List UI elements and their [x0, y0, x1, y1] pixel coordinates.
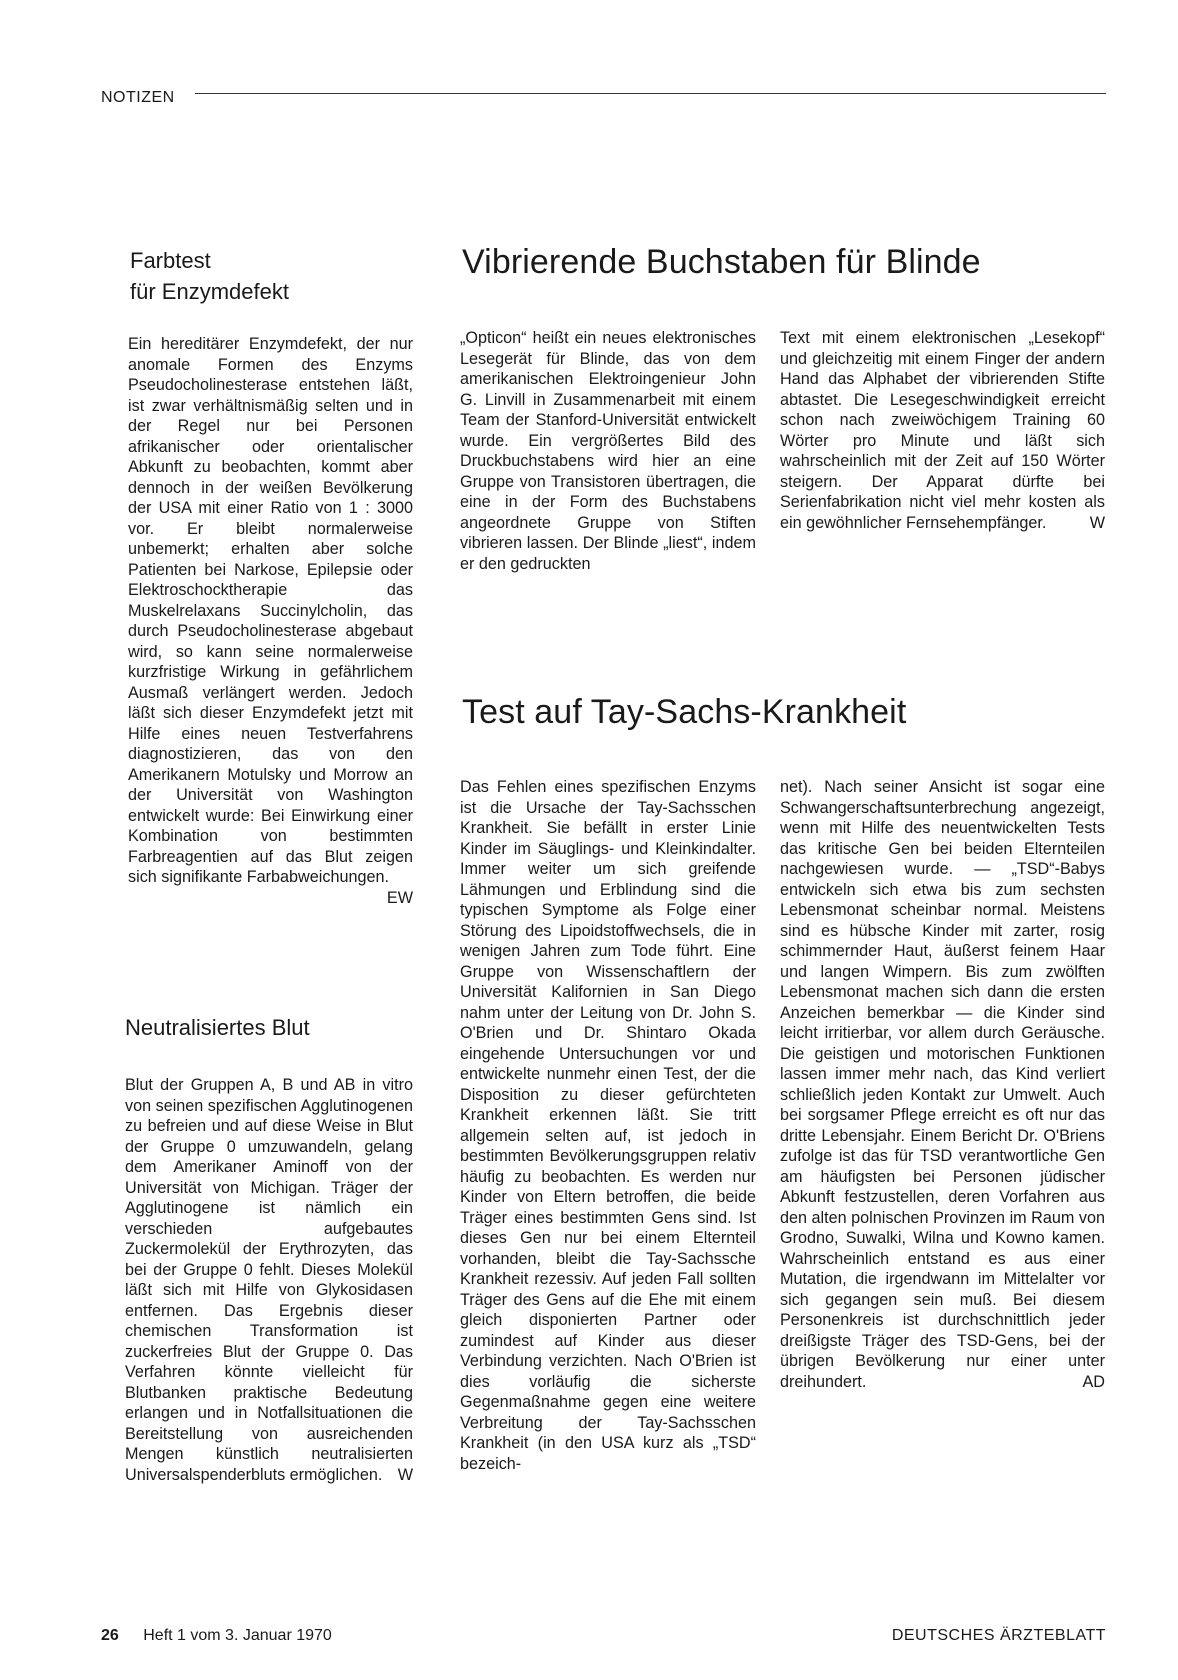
- article-blut-title: Neutralisiertes Blut: [125, 1015, 310, 1040]
- article-taysachs-col2-text: net). Nach seiner Ansicht ist sogar eine Schwangerschaftsunterbrechung angezeigt, wenn mit Hilfe des neuentwickelten Tests das kritische Gen bei beiden Elternteilen nachgewiesen wurde. — „TSD“-Babys entwickeln sich etwa bis zum sechsten Lebensmonat scheinbar normal. Meistens sind es hübsche Kinder mit zarter, rosig schimmernder Haut, äußerst feinem Haar und langen Wimpern. Bis zum zwölften Lebensmonat machen sich dann die ersten Anzeichen bemerkbar — die Kinder sind leicht irritierbar, vor allem durch Geräusche. Die geistigen und motorischen Funktionen lassen immer mehr nach, das Kind verliert schließlich jeden Kontakt zur Umwelt. Auch bei sorgsamer Pflege erreicht es oft nur das dritte Lebensjahr. Einem Bericht Dr. O'Briens zufolge ist das für TSD verantwortliche Gen am häufigsten bei Personen jüdischer Abkunft festzustellen, deren Vorfahren aus den alten polnischen Provinzen im Raum von Grodno, Suwalki, Wilna und Kowno kamen. Wahrscheinlich entstand es aus einer Mutation, die irgendwann im Mittelalter vor sich gegangen sein muß. Bei diesem Personenkreis ist durchschnittlich jeder dreißigste Träger des TSD-Gens, bei der übrigen Bevölkerung nur einer unter dreihundert.: [780, 778, 1105, 1391]
- article-taysachs-signature: AD: [1082, 1372, 1105, 1391]
- header-rule: [195, 93, 1106, 94]
- page-number: 26: [101, 1627, 119, 1644]
- article-farbtest-body: [128, 334, 413, 908]
- article-farbtest-title-line1: Farbtest: [130, 248, 211, 273]
- article-farbtest-signature: EW: [386, 888, 413, 907]
- article-opticon-col2-text: Text mit einem elektronischen „Lesekopf“ und gleichzeitig mit einem Finger der andern Hand das Alphabet der vibrierenden Stifte abtastet. Die Lesegeschwindigkeit erreicht schon nach zweiwöchigem Training 60 Wörter pro Minute und läßt sich wahrscheinlich mit der Zeit auf 150 Wörter steigern. Der Apparat dürfte bei Serienfabrikation nicht viel mehr kosten als ein gewöhnlicher Fernsehempfänger.: [780, 329, 1105, 532]
- issue-info: Heft 1 vom 3. Januar 1970: [143, 1627, 332, 1644]
- section-label: NOTIZEN: [101, 89, 175, 106]
- article-farbtest-text: Ein hereditärer Enzymdefekt, der nur anomale Formen des Enzyms Pseudocholinesterase entstehen läßt, ist zwar verhältnismäßig selten und in der Regel nur bei Personen afrikanischer oder orientalischer Abkunft zu beobachten, kommt aber dennoch in der weißen Bevölkerung der USA mit einer Ratio von 1 : 3000 vor. Er bleibt normalerweise unbemerkt; erhalten aber solche Patienten bei Narkose, Epilepsie oder Elektroschocktherapie das Muskelrelaxans Succinylcholin, das durch Pseudocholinesterase abgebaut wird, so kann seine normalerweise kurzfristige Wirkung in gefährlichem Ausmaß verlängert werden. Jedoch läßt sich dieser Enzymdefekt jetzt mit Hilfe eines neuen Testverfahrens diagnostizieren, das von den Amerikanern Motulsky und Morrow an der Universität von Washington entwickelt wurde: Bei Einwirkung einer Kombination von bestimmten Farbreagentien auf das Blut zeigen sich signifikante Farbabweichungen.: [128, 335, 413, 886]
- article-taysachs-title: Test auf Tay-Sachs-Krankheit: [462, 693, 907, 731]
- article-farbtest-title: [130, 245, 289, 307]
- article-taysachs-col1: Das Fehlen eines spezifischen Enzyms ist die Ursache der Tay-Sachsschen Krankheit. Sie befällt in erster Linie Kinder im Säuglings- und Kleinkindalter. Immer weiter um sich greifende Lähmungen und Erblindung sind die typischen Symptome als Folge einer Störung des Lipoidstoffwechsels, die in wenigen Jahren zum Tode führt. Eine Gruppe von Wissenschaftlern der Universität Kalifornien in San Diego nahm unter der Leitung von Dr. John S. O'Brien und Dr. Shintaro Okada eingehende Untersuchungen vor und entwickelte nunmehr einen Test, der die Disposition zu dieser gefürchteten Krankheit erkennen läßt. Sie tritt allgemein selten auf, ist jedoch in bestimmten Bevölkerungsgruppen relativ häufig zu beobachten. Es werden nur Kinder von Eltern betroffen, die beide Träger eines bestimmten Gens sind. Ist dieses Gen nur bei einem Elternteil vorhanden, bleibt die Tay-Sachssche Krankheit rezessiv. Auf jeden Fall sollten Träger des Gens auf die Ehe mit einem gleich disponierten Partner oder zumindest auf Kinder aus dieser Verbindung verzichten. Nach O'Brien ist dies vorläufig die sicherste Gegenmaßnahme gegen eine weitere Verbreitung der Tay-Sachsschen Krankheit (in den USA kurz als „TSD“ bezeich-: [460, 778, 756, 1473]
- article-farbtest-title-line2: für Enzymdefekt: [130, 279, 289, 304]
- journal-name: DEUTSCHES ÄRZTEBLATT: [891, 1627, 1106, 1644]
- page-header: [101, 89, 1106, 111]
- article-opticon-col2: [780, 328, 1105, 533]
- article-opticon-signature: W: [1089, 513, 1105, 532]
- article-blut-signature: W: [397, 1465, 413, 1484]
- article-taysachs-col2: [780, 777, 1105, 1392]
- article-blut-text: Blut der Gruppen A, B und AB in vitro von seinen spezifischen Agglutinogenen zu befreien und auf diese Weise in Blut der Gruppe 0 umzuwandeln, gelang dem Amerikaner Aminoff von der Universität von Michigan. Träger der Agglutinogene ist nämlich ein verschieden aufgebautes Zuckermolekül der Erythrozyten, das bei der Gruppe 0 fehlt. Dieses Molekül läßt sich mit Hilfe von Glykosidasen entfernen. Das Ergebnis dieser chemischen Transformation ist zuckerfreies Blut der Gruppe 0. Das Verfahren könnte vielleicht für Blutbanken praktische Bedeutung erlangen und in Notfallsituationen die Bereitstellung von ausreichenden Mengen künstlich neutralisierten Universalspenderbluts ermöglichen.: [125, 1076, 413, 1484]
- article-opticon-col1: „Opticon“ heißt ein neues elektronisches Lesegerät für Blinde, das von dem amerikanischen Elektroingenieur John G. Linvill in Zusammenarbeit mit einem Team der Stanford-Universität entwickelt wurde. Ein vergrößertes Bild des Druckbuchstabens wird hier an eine Gruppe von Transistoren übertragen, die eine in der Form des Buchstabens angeordnete Gruppe von Stiften vibrieren lassen. Der Blinde „liest“, indem er den gedruckten: [460, 329, 756, 573]
- page-footer: [101, 1627, 1106, 1651]
- article-blut-body: [125, 1075, 413, 1485]
- article-opticon-title: Vibrierende Buchstaben für Blinde: [462, 243, 981, 281]
